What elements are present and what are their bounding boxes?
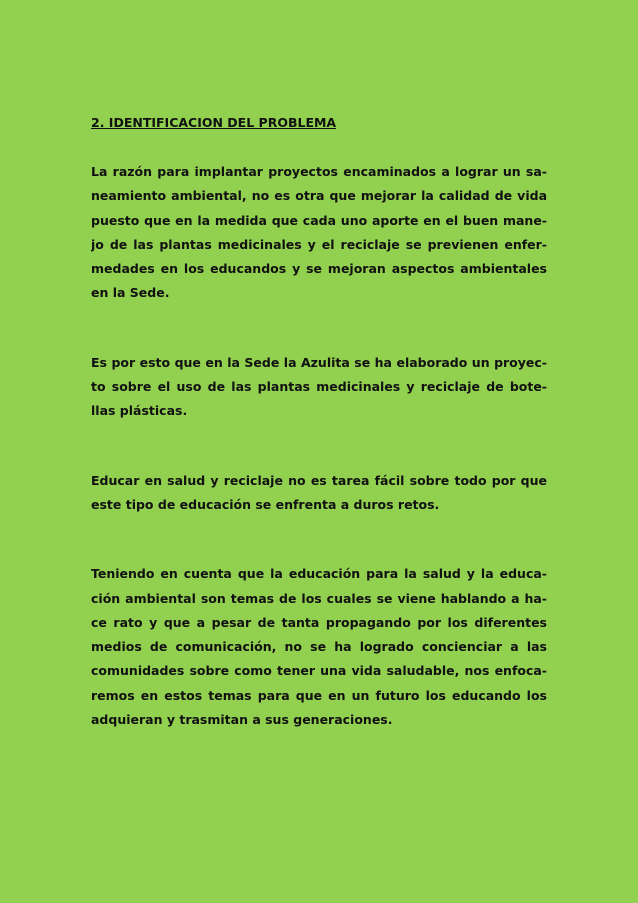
- text-line: comunidades sobre como tener una vida saludable, nos enfoca-: [91, 663, 547, 679]
- paragraph-2: [91, 351, 547, 424]
- text-line: medades en los educandos y se mejoran aspectos ambientales: [91, 261, 547, 277]
- text-line: ción ambiental son temas de los cuales se viene hablando a ha-: [91, 590, 547, 606]
- text-line: este tipo de educación se enfrenta a duros retos.: [91, 496, 440, 512]
- text-line: Educar en salud y reciclaje no es tarea fácil sobre todo por que: [91, 472, 547, 488]
- section-heading: 2. IDENTIFICACION DEL PROBLEMA: [91, 115, 337, 130]
- paragraph-3: [91, 469, 547, 518]
- text-line: Es por esto que en la Sede la Azulita se ha elaborado un proyec-: [91, 354, 547, 370]
- text-line: puesto que en la medida que cada uno aporte en el buen mane-: [91, 212, 547, 228]
- text-line: La razón para implantar proyectos encaminados a lograr un sa-: [91, 164, 547, 179]
- text-line: llas plásticas.: [91, 403, 188, 419]
- text-line: medios de comunicación, no se ha logrado concienciar a las: [91, 639, 547, 655]
- document-page: [91, 113, 547, 732]
- text-line: jo de las plantas medicinales y el reciclaje se previenen enfer-: [91, 236, 547, 252]
- text-line: adquieran y trasmitan a sus generaciones.: [91, 712, 393, 728]
- text-line: Teniendo en cuenta que la educación para la salud y la educa-: [91, 566, 547, 582]
- text-line: neamiento ambiental, no es otra que mejorar la calidad de vida: [91, 188, 547, 204]
- paragraph-1: [91, 160, 547, 306]
- text-line: en la Sede.: [91, 285, 170, 301]
- text-line: to sobre el uso de las plantas medicinales y reciclaje de bote-: [91, 379, 547, 395]
- text-line: remos en estos temas para que en un futuro los educando los: [91, 687, 547, 703]
- paragraph-4: [91, 562, 547, 732]
- text-line: ce rato y que a pesar de tanta propagando por los diferentes: [91, 614, 547, 630]
